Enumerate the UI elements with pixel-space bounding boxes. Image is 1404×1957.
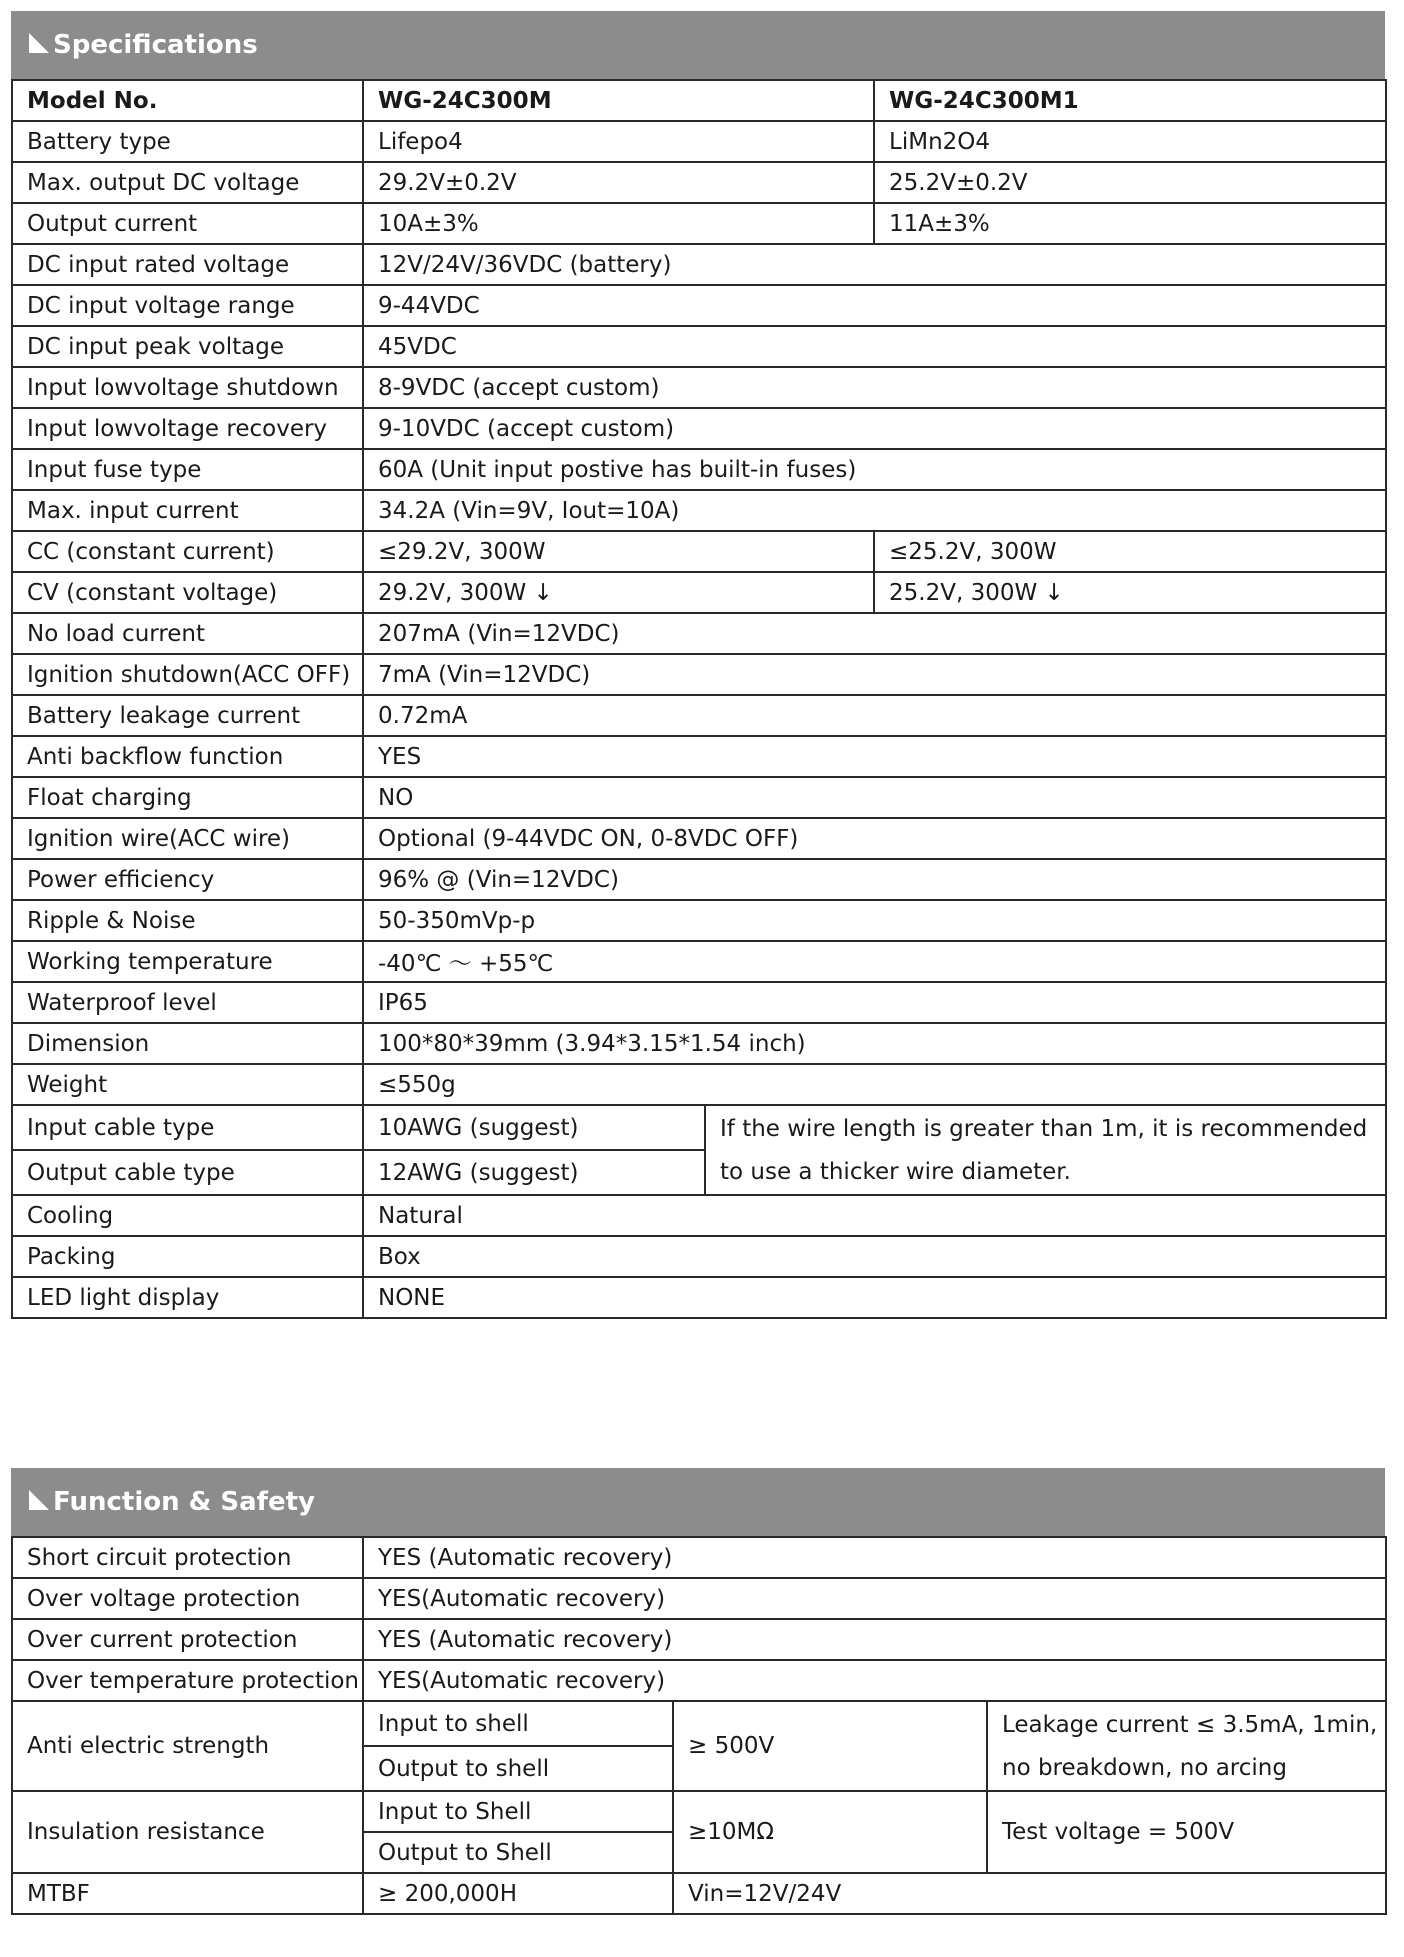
anti-electric-label: Anti electric strength [12,1701,363,1791]
row-value: YES (Automatic recovery) [363,1537,1386,1578]
row-value: NONE [363,1277,1386,1318]
row-value: YES(Automatic recovery) [363,1578,1386,1619]
function-safety-section [11,1468,1385,1915]
table-row [12,1277,1386,1318]
row-label: DC input rated voltage [12,244,363,285]
value-b: 25.2V, 300W ↓ [874,572,1386,613]
row-value: 7mA (Vin=12VDC) [363,654,1386,695]
row-value: 60A (Unit input postive has built-in fuses) [363,449,1386,490]
row-label: DC input voltage range [12,285,363,326]
anti-electric-sub1: Input to shell [363,1701,673,1746]
row-value: 12V/24V/36VDC (battery) [363,244,1386,285]
row-value: Box [363,1236,1386,1277]
output-cable-label: Output cable type [12,1150,363,1195]
table-row [12,1105,1386,1150]
insulation-value: ≥10MΩ [673,1791,987,1873]
row-label: Ignition shutdown(ACC OFF) [12,654,363,695]
row-value: ≤550g [363,1064,1386,1105]
table-row [12,408,1386,449]
row-label: Battery type [12,121,363,162]
row-label: Weight [12,1064,363,1105]
row-value: 9-10VDC (accept custom) [363,408,1386,449]
mtbf-value: ≥ 200,000H [363,1873,673,1914]
table-row [12,1791,1386,1832]
table-row [12,654,1386,695]
specifications-header [11,11,1385,79]
value-b: ≤25.2V, 300W [874,531,1386,572]
table-row [12,203,1386,244]
row-label: CC (constant current) [12,531,363,572]
table-row [12,1873,1386,1914]
table-row [12,572,1386,613]
value-a: ≤29.2V, 300W [363,531,874,572]
table-row [12,859,1386,900]
corner-triangle-icon [29,1490,49,1510]
table-row [12,1578,1386,1619]
table-row [12,1537,1386,1578]
table-row [12,121,1386,162]
table-row [12,982,1386,1023]
row-value: 100*80*39mm (3.94*3.15*1.54 inch) [363,1023,1386,1064]
row-value: 45VDC [363,326,1386,367]
row-label: Max. output DC voltage [12,162,363,203]
table-row [12,941,1386,982]
table-row [12,1023,1386,1064]
output-cable-value: 12AWG (suggest) [363,1150,705,1195]
row-value: NO [363,777,1386,818]
model-label: Model No. [12,80,363,121]
value-b: 25.2V±0.2V [874,162,1386,203]
row-label: CV (constant voltage) [12,572,363,613]
row-label: Battery leakage current [12,695,363,736]
row-value: YES (Automatic recovery) [363,1619,1386,1660]
row-value: 96% @ (Vin=12VDC) [363,859,1386,900]
anti-electric-sub2: Output to shell [363,1746,673,1791]
table-row [12,777,1386,818]
value-b: LiMn2O4 [874,121,1386,162]
row-value: -40℃ ～ +55℃ [363,941,1386,982]
insulation-sub1: Input to Shell [363,1791,673,1832]
row-label: Ignition wire(ACC wire) [12,818,363,859]
table-row [12,900,1386,941]
table-row [12,613,1386,654]
mtbf-label: MTBF [12,1873,363,1914]
insulation-note: Test voltage = 500V [987,1791,1386,1873]
row-label: Power efficiency [12,859,363,900]
table-row [12,285,1386,326]
table-row [12,449,1386,490]
row-label: LED light display [12,1277,363,1318]
anti-electric-value: ≥ 500V [673,1701,987,1791]
row-value: YES(Automatic recovery) [363,1660,1386,1701]
table-row [12,244,1386,285]
table-row [12,736,1386,777]
model-b: WG-24C300M1 [874,80,1386,121]
corner-triangle-icon [29,33,49,53]
table-row [12,1660,1386,1701]
row-label: Output current [12,203,363,244]
table-row [12,1195,1386,1236]
function-safety-header [11,1468,1385,1536]
row-label: Dimension [12,1023,363,1064]
table-row [12,326,1386,367]
row-label: Packing [12,1236,363,1277]
specifications-section [11,11,1385,1319]
value-b: 11A±3% [874,203,1386,244]
table-row [12,367,1386,408]
row-value: Optional (9-44VDC ON, 0-8VDC OFF) [363,818,1386,859]
row-value: 8-9VDC (accept custom) [363,367,1386,408]
section-title: Specifications [53,30,258,60]
input-cable-value: 10AWG (suggest) [363,1105,705,1150]
table-row [12,1619,1386,1660]
row-label: Input lowvoltage recovery [12,408,363,449]
row-label: Over temperature protection [12,1660,363,1701]
row-value: Natural [363,1195,1386,1236]
row-value: 207mA (Vin=12VDC) [363,613,1386,654]
model-a: WG-24C300M [363,80,874,121]
specifications-table [11,79,1387,1319]
anti-electric-note: Leakage current ≤ 3.5mA, 1min, no breakdown, no arcing [987,1701,1386,1791]
row-value: IP65 [363,982,1386,1023]
row-value: YES [363,736,1386,777]
row-value: 0.72mA [363,695,1386,736]
value-a: 10A±3% [363,203,874,244]
table-row [12,162,1386,203]
row-label: No load current [12,613,363,654]
row-label: Ripple & Noise [12,900,363,941]
value-a: Lifepo4 [363,121,874,162]
row-label: Float charging [12,777,363,818]
table-row [12,1236,1386,1277]
value-a: 29.2V, 300W ↓ [363,572,874,613]
table-row [12,1064,1386,1105]
row-label: Short circuit protection [12,1537,363,1578]
input-cable-label: Input cable type [12,1105,363,1150]
function-safety-table [11,1536,1387,1915]
table-row [12,490,1386,531]
row-label: Over current protection [12,1619,363,1660]
row-value: 50-350mVp-p [363,900,1386,941]
row-label: DC input peak voltage [12,326,363,367]
row-value: 34.2A (Vin=9V, Iout=10A) [363,490,1386,531]
value-a: 29.2V±0.2V [363,162,874,203]
row-label: Input lowvoltage shutdown [12,367,363,408]
table-row [12,531,1386,572]
table-row [12,818,1386,859]
section-title: Function & Safety [53,1487,315,1517]
row-label: Cooling [12,1195,363,1236]
row-label: Over voltage protection [12,1578,363,1619]
insulation-sub2: Output to Shell [363,1832,673,1873]
table-row [12,695,1386,736]
row-label: Anti backflow function [12,736,363,777]
insulation-label: Insulation resistance [12,1791,363,1873]
mtbf-note: Vin=12V/24V [673,1873,1386,1914]
cable-note: If the wire length is greater than 1m, it is recommended to use a thicker wire diameter. [705,1105,1386,1195]
row-label: Working temperature [12,941,363,982]
row-value: 9-44VDC [363,285,1386,326]
table-row [12,80,1386,121]
row-label: Waterproof level [12,982,363,1023]
row-label: Max. input current [12,490,363,531]
row-label: Input fuse type [12,449,363,490]
table-row [12,1701,1386,1746]
